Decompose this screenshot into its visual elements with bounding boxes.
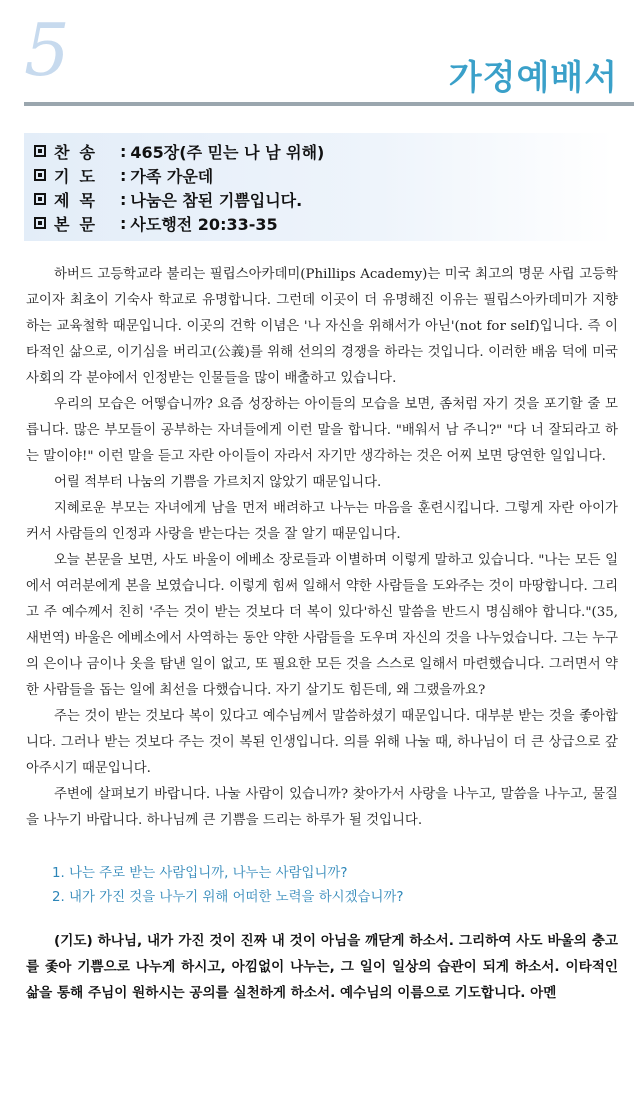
sermon-body bbox=[26, 262, 618, 834]
info-value: 사도행전 20:33-35 bbox=[130, 214, 278, 234]
info-colon: : bbox=[120, 189, 127, 209]
body-paragraph: 하버드 고등학교라 불리는 필립스아카데미(Phillips Academy)는 미국 최고의 명문 사립 고등학교이자 최초이 기숙사 학교로 유명합니다. 그런데 이곳이 더 유명해진 이유는 필립스아카데미가 지향하는 교육철학 때문입니다. 이곳의 건학 이념은 '나 자신을 위해서가 아닌'(not for self)입니다. 즉 이타적인 삶으로, 이기심을 버리고(公義)를 위해 선의의 경쟁을 하라는 것입니다. 이러한 배움 덕에 미국 사회의 각 분야에서 인정받는 인물들을 많이 배출하고 있습니다. bbox=[26, 267, 618, 386]
square-bullet-icon bbox=[34, 193, 46, 205]
square-bullet-icon bbox=[34, 217, 46, 229]
info-label: 기도 bbox=[54, 166, 105, 186]
info-colon: : bbox=[120, 141, 127, 161]
info-label: 본문 bbox=[54, 214, 105, 234]
page-header bbox=[0, 0, 640, 110]
square-bullet-icon bbox=[34, 169, 46, 181]
info-colon: : bbox=[120, 213, 127, 233]
info-value: 나눔은 참된 기쁨입니다. bbox=[130, 190, 303, 210]
info-colon: : bbox=[120, 165, 127, 185]
page-title: 가정예배서 bbox=[448, 58, 618, 98]
info-label: 제목 bbox=[54, 190, 105, 210]
worship-info-box bbox=[24, 133, 614, 241]
body-paragraph: 주는 것이 받는 것보다 복이 있다고 예수님께서 말씀하셨기 때문입니다. 대부분 받는 것을 좋아합니다. 그러나 받는 것보다 주는 것이 복된 인생입니다. 의를 위해 나눌 때, 하나님이 더 큰 상급으로 갚아주시기 때문입니다. bbox=[26, 709, 618, 776]
body-paragraph: 어릴 적부터 나눔의 기쁨을 가르치지 않았기 때문입니다. bbox=[54, 475, 382, 490]
body-paragraph: 우리의 모습은 어떻습니까? 요즘 성장하는 아이들의 모습을 보면, 좀처럼 자기 것을 포기할 줄 모릅니다. 많은 부모들이 공부하는 자녀들에게 이런 말을 합니다. "배워서 남 주니?" "다 너 잘되라고 하는 말이야!" 이런 말을 듣고 자란 아이들이 자라서 자기만 생각하는 것은 어찌 보면 당연한 일입니다. bbox=[26, 397, 618, 464]
info-label: 찬송 bbox=[54, 142, 105, 162]
body-paragraph: 오늘 본문을 보면, 사도 바울이 에베소 장로들과 이별하며 이렇게 말하고 있습니다. "나는 모든 일에서 여러분에게 본을 보였습니다. 이렇게 힘써 일해서 약한 사람들을 도와주는 것이 마땅합니다. 그리고 주 예수께서 친히 '주는 것이 받는 것보다 더 복이 있다'하신 말씀을 반드시 명심해야 합니다."(35, 새번역) 바울은 에베소에서 사역하는 동안 약한 사람들을 도우며 자신의 것을 나누었습니다. 그는 누구의 은이나 금이나 옷을 탐낸 일이 없고, 또 필요한 모든 것을 스스로 일해서 마련했습니다. 그러면서 약한 사람들을 돕는 일에 최선을 다했습니다. 자기 살기도 힘든데, 왜 그랬을까요? bbox=[26, 553, 618, 698]
header-divider bbox=[24, 102, 634, 106]
body-paragraph: 주변에 살펴보기 바랍니다. 나눌 사람이 있습니까? 찾아가서 사랑을 나누고, 말씀을 나누고, 물질을 나누기 바랍니다. 하나님께 큰 기쁨을 드리는 하루가 될 것입니다. bbox=[26, 787, 618, 828]
question-item: 1. 나는 주로 받는 사람입니까, 나누는 사람입니까? bbox=[52, 866, 348, 881]
reflection-questions bbox=[52, 862, 612, 910]
info-value: 가족 가운데 bbox=[130, 166, 214, 186]
info-row-hymn bbox=[34, 139, 604, 163]
info-row-prayer bbox=[34, 163, 604, 187]
info-value: 465장(주 믿는 나 남 위해) bbox=[130, 142, 325, 162]
body-paragraph: 지혜로운 부모는 자녀에게 남을 먼저 배려하고 나누는 마음을 훈련시킵니다. 그렇게 자란 아이가 커서 사람들의 인정과 사랑을 받는다는 것을 잘 알기 때문입니다. bbox=[26, 501, 618, 542]
info-row-subject bbox=[34, 187, 604, 211]
closing-prayer: (기도) 하나님, 내가 가진 것이 진짜 내 것이 아님을 깨닫게 하소서. 그리하여 사도 바울의 충고를 좇아 기쁨으로 나누게 하시고, 아낌없이 나누는, 그 일이 일상의 습관이 되게 하소서. 이타적인 삶을 통해 주님이 원하시는 공의를 실천하게 하소서. 예수님의 이름으로 기도합니다. 아멘 bbox=[26, 933, 618, 1001]
info-row-scripture bbox=[34, 211, 604, 235]
chapter-number: 5 bbox=[24, 8, 70, 92]
square-bullet-icon bbox=[34, 145, 46, 157]
question-item: 2. 내가 가진 것을 나누기 위해 어떠한 노력을 하시겠습니까? bbox=[52, 890, 404, 905]
